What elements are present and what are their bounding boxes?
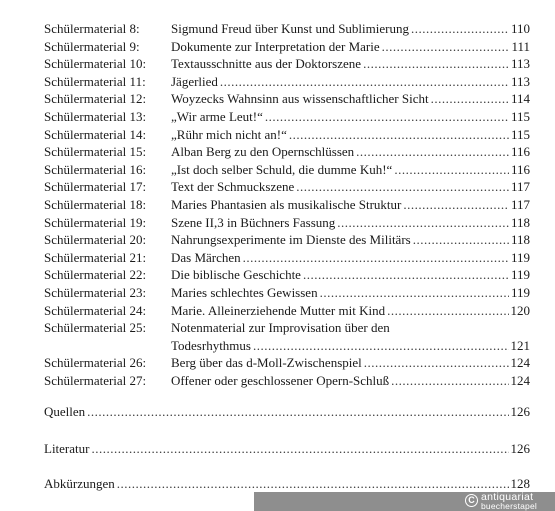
toc-entry-label: Schülermaterial 14: — [44, 126, 147, 142]
toc-entry-title: Dokumente zur Interpretation der Marie — [171, 38, 380, 54]
watermark-logo — [465, 492, 551, 511]
toc-entry-title-continued: Todesrhythmus — [171, 337, 251, 353]
toc-entry-page: 120 — [510, 302, 530, 318]
dot-leader — [265, 108, 509, 126]
toc-entry — [44, 266, 530, 284]
toc-entry — [44, 178, 530, 196]
table-of-contents — [44, 20, 530, 389]
toc-entry — [44, 231, 530, 249]
toc-entry-title: Berg über das d-Moll-Zwischenspiel — [171, 355, 362, 371]
toc-entry-page: 113 — [510, 56, 530, 72]
toc-entry-title: Maries schlechtes Gewissen — [171, 284, 318, 300]
toc-entry-title: Offener oder geschlossener Opern-Schluß — [171, 372, 390, 388]
toc-entry — [44, 126, 530, 144]
dot-leader — [289, 126, 509, 144]
toc-entry-label: Schülermaterial 23: — [44, 284, 147, 300]
watermark-banner — [254, 492, 555, 511]
toc-entry-title: Sigmund Freud über Kunst und Sublimierung — [171, 21, 409, 36]
toc-entry — [44, 20, 530, 38]
toc-entry-label: Schülermaterial 11: — [44, 73, 146, 89]
toc-entry-page: 113 — [510, 73, 530, 89]
dot-leader — [220, 73, 509, 91]
watermark-text-line2: buecherstapel — [481, 501, 537, 511]
toc-section-title: Literatur — [44, 441, 90, 456]
toc-section-sources — [44, 403, 530, 421]
toc-entry-label: Schülermaterial 8: — [44, 21, 140, 36]
toc-entry-title: „Rühr mich nicht an!“ — [171, 126, 287, 142]
toc-entry-label: Schülermaterial 24: — [44, 302, 147, 318]
dot-leader — [431, 90, 509, 108]
dot-leader — [337, 214, 509, 232]
toc-entry-label: Schülermaterial 12: — [44, 91, 147, 107]
toc-entry-title: Marie. Alleinerziehende Mutter mit Kind — [171, 302, 386, 318]
copyright-icon: C — [465, 494, 478, 507]
toc-section-abbreviations — [44, 475, 530, 493]
dot-leader — [87, 403, 508, 421]
toc-entry — [44, 161, 530, 179]
toc-section-title: Abkürzungen — [44, 476, 115, 491]
toc-entry-page: 119 — [510, 284, 530, 300]
toc-entry-label: Schülermaterial 17: — [44, 179, 147, 195]
toc-entry-title: Text der Schmuckszene — [171, 179, 295, 195]
toc-entry — [44, 55, 530, 73]
toc-entry-label: Schülermaterial 27: — [44, 372, 147, 388]
toc-entry-page: 118 — [510, 214, 530, 230]
toc-entry — [44, 196, 530, 214]
dot-leader — [413, 231, 509, 249]
toc-entry-page: 124 — [510, 355, 530, 371]
dot-leader — [243, 249, 509, 267]
toc-entry — [44, 214, 530, 232]
toc-entry-page: 110 — [510, 21, 530, 36]
toc-entry-page: 114 — [510, 91, 530, 107]
dot-leader — [320, 284, 509, 302]
toc-entry — [44, 38, 530, 56]
toc-entry-label: Schülermaterial 26: — [44, 355, 147, 371]
toc-entry — [44, 284, 530, 302]
toc-section-literature — [44, 440, 530, 458]
toc-entry-label: Schülermaterial 16: — [44, 161, 147, 177]
dot-leader — [253, 337, 509, 355]
toc-entry-title: Nahrungsexperimente im Dienste des Militärs — [171, 232, 411, 248]
dot-leader — [403, 196, 509, 214]
toc-entry-page: 116 — [510, 161, 530, 177]
toc-entry-title: Das Märchen — [171, 249, 241, 265]
toc-entry-page: 116 — [510, 144, 530, 160]
toc-entry — [44, 73, 530, 91]
toc-entry-title: „Ist doch selber Schuld, die dumme Kuh!“ — [171, 161, 393, 177]
toc-entry — [44, 108, 530, 126]
dot-leader — [296, 178, 509, 196]
toc-entry-page: 111 — [511, 38, 530, 54]
toc-entry-label: Schülermaterial 19: — [44, 214, 147, 230]
toc-entry-title: Maries Phantasien als musikalische Struktur — [171, 196, 402, 212]
toc-entry-label: Schülermaterial 20: — [44, 232, 147, 248]
toc-entry — [44, 143, 530, 161]
toc-entry-page: 117 — [510, 179, 530, 195]
toc-entry — [44, 372, 530, 390]
toc-entry-label: Schülermaterial 18: — [44, 196, 147, 212]
toc-entry-page: 124 — [510, 372, 530, 388]
toc-entry-title: „Wir arme Leut!“ — [171, 108, 263, 124]
toc-entry-label: Schülermaterial 13: — [44, 108, 147, 124]
toc-section-title: Quellen — [44, 404, 86, 419]
toc-entry — [44, 354, 530, 372]
toc-entry-page: 115 — [510, 126, 530, 142]
toc-section-page: 126 — [510, 404, 530, 419]
toc-entry — [44, 249, 530, 267]
toc-entry-page: 115 — [510, 108, 530, 124]
toc-entry-label: Schülermaterial 21: — [44, 249, 147, 265]
toc-entry-label: Schülermaterial 15: — [44, 144, 147, 160]
toc-entry-title: Die biblische Geschichte — [171, 267, 301, 283]
toc-entry-label: Schülermaterial 10: — [44, 56, 147, 72]
toc-entry-page: 117 — [510, 196, 530, 212]
toc-entry-label: Schülermaterial 22: — [44, 267, 147, 283]
dot-leader — [91, 440, 508, 458]
dot-leader — [117, 475, 509, 493]
dot-leader — [387, 302, 508, 320]
dot-leader — [363, 55, 509, 73]
dot-leader — [364, 354, 509, 372]
dot-leader — [394, 161, 509, 179]
toc-entry-page: 121 — [510, 337, 530, 353]
toc-entry-page: 118 — [510, 232, 530, 248]
toc-entry-page: 119 — [510, 249, 530, 265]
toc-entry — [44, 90, 530, 108]
toc-entry-label: Schülermaterial 25: — [44, 320, 147, 336]
toc-entry-title: Notenmaterial zur Improvisation über den — [171, 320, 390, 336]
toc-entry — [44, 319, 530, 354]
watermark-text-line1: antiquariat — [481, 491, 534, 503]
toc-entry-title: Szene II,3 in Büchners Fassung — [171, 214, 336, 230]
toc-entry-title: Alban Berg zu den Opernschlüssen — [171, 144, 355, 160]
dot-leader — [391, 372, 508, 390]
dot-leader — [382, 38, 510, 56]
toc-entry-title: Jägerlied — [171, 73, 218, 89]
toc-section-page: 126 — [510, 441, 530, 456]
toc-entry — [44, 302, 530, 320]
dot-leader — [356, 143, 509, 161]
toc-entry-page: 119 — [510, 267, 530, 283]
toc-entry-label: Schülermaterial 9: — [44, 38, 140, 54]
dot-leader — [411, 20, 509, 38]
dot-leader — [303, 266, 509, 284]
toc-section-page: 128 — [510, 476, 530, 491]
toc-entry-title: Woyzecks Wahnsinn aus wissenschaftlicher Sicht — [171, 91, 429, 107]
toc-entry-title: Textausschnitte aus der Doktorszene — [171, 56, 362, 72]
